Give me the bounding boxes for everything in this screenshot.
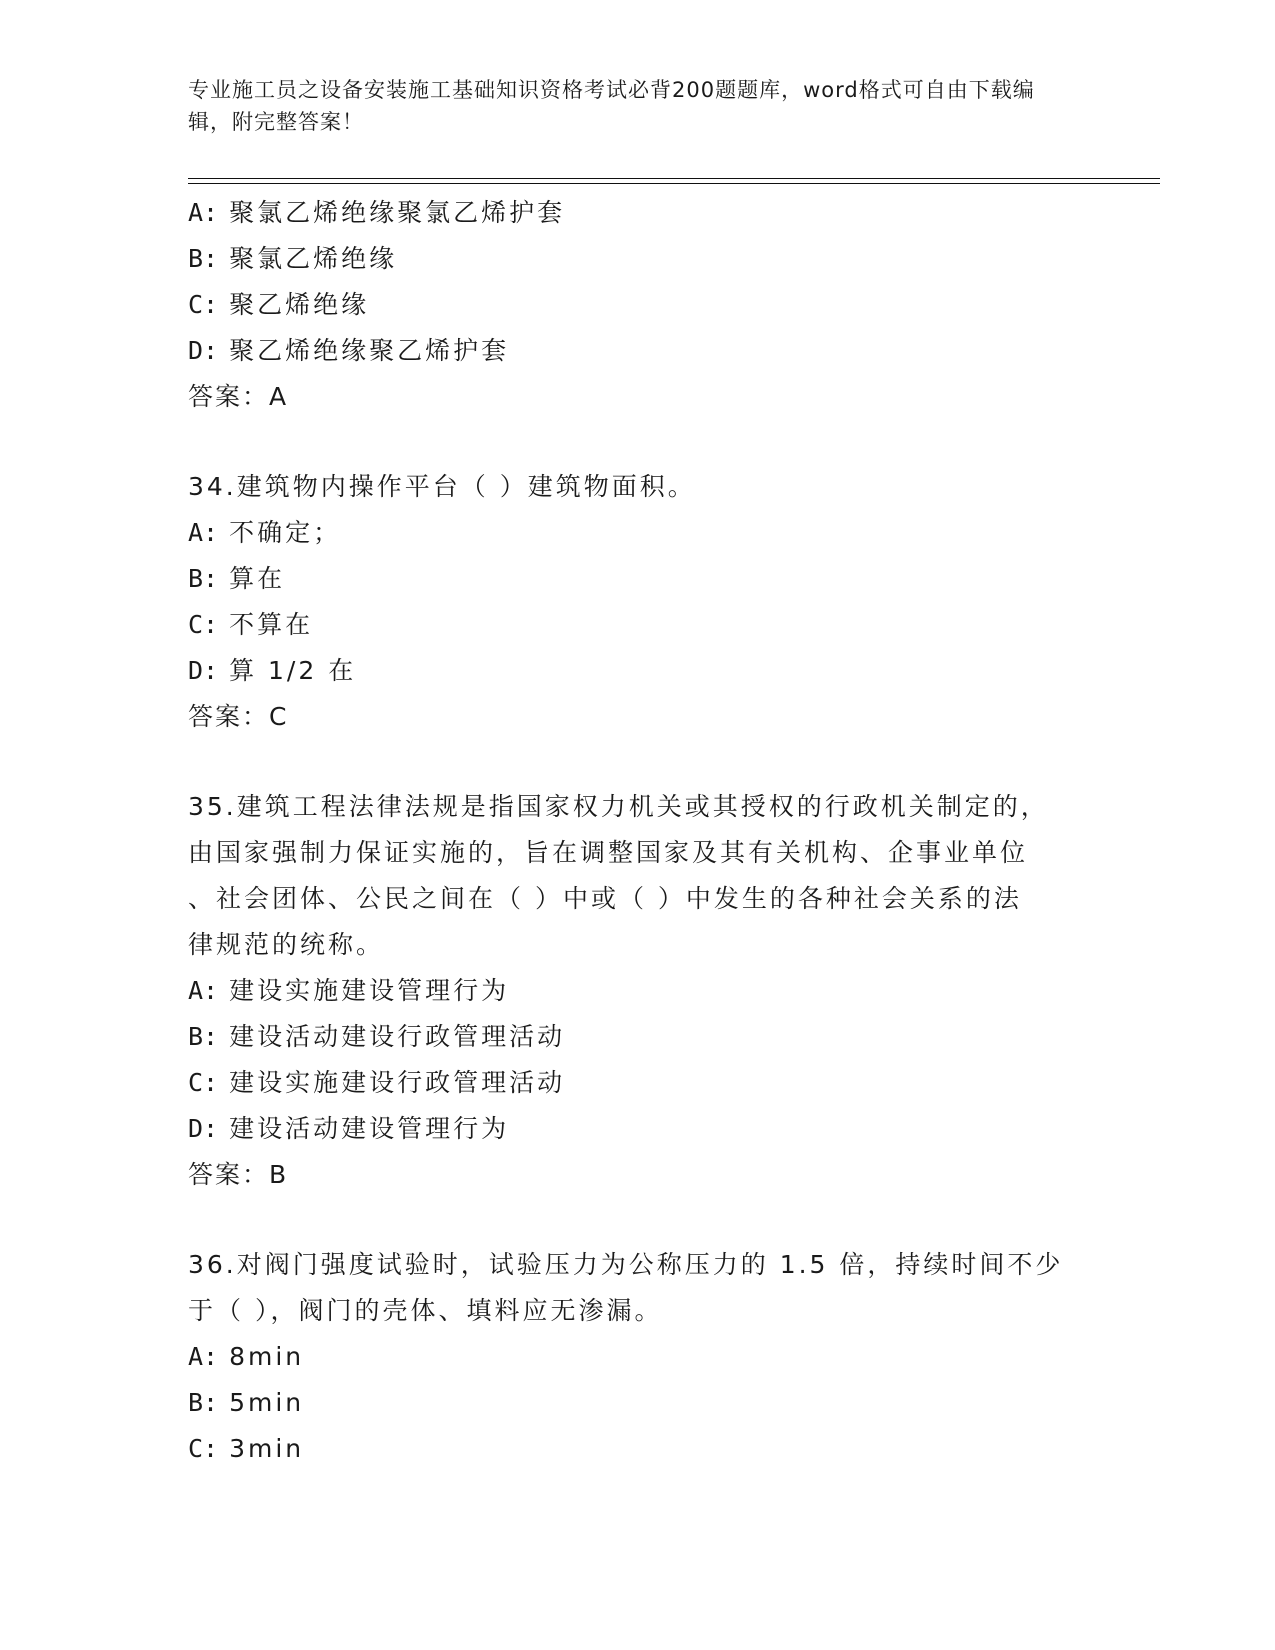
option-a: A: 建设实施建设管理行为 <box>188 976 510 1005</box>
option-c: C: 3min <box>188 1434 305 1463</box>
answer-line: 答案：B <box>188 1160 289 1189</box>
question-33-block <box>188 190 1088 420</box>
option-a: A: 8min <box>188 1342 305 1371</box>
option-b: B: 5min <box>188 1388 305 1417</box>
header-rule-thick <box>188 178 1160 179</box>
option-b: B: 聚氯乙烯绝缘 <box>188 244 398 273</box>
header-rule-thin <box>188 183 1160 184</box>
option-a: A: 不确定； <box>188 518 342 547</box>
option-d: D: 建设活动建设管理行为 <box>188 1114 510 1143</box>
header-title: 专业施工员之设备安装施工基础知识资格考试必背200题题库，word格式可自由下载编辑，附完整答案！ <box>188 78 1035 134</box>
question-text-line-1: 36.对阀门强度试验时，试验压力为公称压力的 1.5 倍，持续时间不少 <box>188 1250 1064 1279</box>
question-text-line-2: 于（ ），阀门的壳体、填料应无渗漏。 <box>188 1296 663 1325</box>
option-b: B: 算在 <box>188 564 286 593</box>
option-b: B: 建设活动建设行政管理活动 <box>188 1022 566 1051</box>
answer-line: 答案：C <box>188 702 289 731</box>
answer-line: 答案：A <box>188 382 289 411</box>
option-c: C: 聚乙烯绝缘 <box>188 290 370 319</box>
question-36 <box>188 1242 1088 1472</box>
question-list <box>188 190 1088 1472</box>
question-text-line-4: 律规范的统称。 <box>188 930 385 959</box>
option-d: D: 聚乙烯绝缘聚乙烯护套 <box>188 336 510 365</box>
document-header <box>188 74 1068 138</box>
option-c: C: 建设实施建设行政管理活动 <box>188 1068 566 1097</box>
question-35 <box>188 784 1088 1198</box>
question-34 <box>188 464 1088 740</box>
option-d: D: 算 1/2 在 <box>188 656 357 685</box>
question-text: 34.建筑物内操作平台（ ）建筑物面积。 <box>188 472 696 501</box>
question-text-line-1: 35.建筑工程法律法规是指国家权力机关或其授权的行政机关制定的， <box>188 792 1049 821</box>
question-text-line-3: 、社会团体、公民之间在（ ）中或（ ）中发生的各种社会关系的法 <box>188 884 1022 913</box>
option-a: A: 聚氯乙烯绝缘聚氯乙烯护套 <box>188 198 566 227</box>
question-text-line-2: 由国家强制力保证实施的，旨在调整国家及其有关机构、企事业单位 <box>188 838 1029 867</box>
option-c: C: 不算在 <box>188 610 314 639</box>
